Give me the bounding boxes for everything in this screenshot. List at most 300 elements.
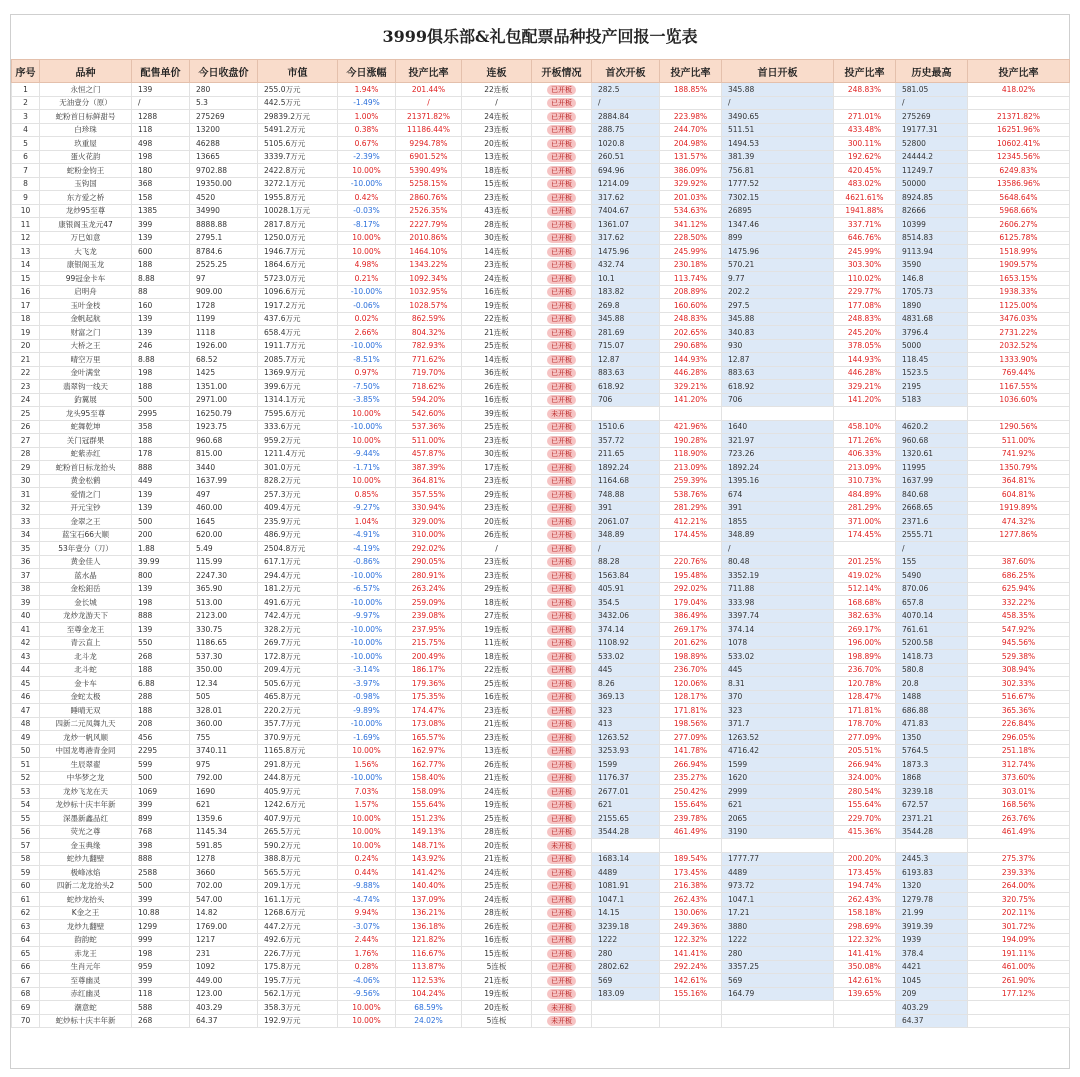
table-row	[12, 83, 1070, 97]
table-cell: 21.99	[896, 906, 968, 920]
table-cell: 433.48%	[834, 123, 896, 137]
table-cell: 5968.66%	[968, 204, 1070, 218]
table-cell: 202.2	[722, 285, 834, 299]
table-row	[12, 501, 1070, 515]
table-cell: 25	[12, 407, 40, 421]
table-cell: 3544.28	[592, 825, 660, 839]
status-badge: 已开板	[547, 382, 576, 392]
table-cell: 1314.1万元	[258, 393, 338, 407]
table-cell: 171.81%	[834, 704, 896, 718]
table-cell	[532, 488, 592, 502]
table-cell: 201.25%	[834, 555, 896, 569]
table-cell: 748.88	[592, 488, 660, 502]
table-cell: 594.20%	[396, 393, 462, 407]
table-cell	[532, 393, 592, 407]
table-cell: 413	[592, 717, 660, 731]
table-cell: 706	[722, 393, 834, 407]
table-cell: 204.98%	[660, 137, 722, 151]
table-cell: -4.74%	[338, 893, 396, 907]
table-cell: 239.08%	[396, 609, 462, 623]
table-cell	[532, 852, 592, 866]
table-cell: 960.68	[896, 434, 968, 448]
table-cell: 719.70%	[396, 366, 462, 380]
status-badge: 未开板	[547, 1016, 576, 1026]
table-cell: 25连板	[462, 677, 532, 691]
table-cell: 2371.6	[896, 515, 968, 529]
table-cell: 160.60%	[660, 299, 722, 313]
table-cell: 332.22%	[968, 596, 1070, 610]
table-row	[12, 744, 1070, 758]
table-cell: 2195	[896, 380, 968, 394]
table-cell: 209.1万元	[258, 879, 338, 893]
table-cell: 2445.3	[896, 852, 968, 866]
table-cell: 金玉典缘	[40, 839, 132, 853]
status-badge: 已开板	[547, 814, 576, 824]
table-cell: 432.74	[592, 258, 660, 272]
table-cell: 10602.41%	[968, 137, 1070, 151]
table-row	[12, 245, 1070, 259]
table-cell: 1263.52	[592, 731, 660, 745]
table-cell: 620.00	[190, 528, 258, 542]
table-cell: K金之王	[40, 906, 132, 920]
table-cell: 10.00%	[338, 407, 396, 421]
table-cell: 2606.27%	[968, 218, 1070, 232]
table-cell: 2155.65	[592, 812, 660, 826]
table-cell	[532, 326, 592, 340]
table-cell: 2677.01	[592, 785, 660, 799]
table-cell: 49	[12, 731, 40, 745]
table-cell: 29连板	[462, 488, 532, 502]
table-cell: 178	[132, 447, 190, 461]
table-cell	[532, 447, 592, 461]
table-cell: 蛇粉首日标龙抬头	[40, 461, 132, 475]
table-cell: 62	[12, 906, 40, 920]
table-cell: 睡晴无双	[40, 704, 132, 718]
table-cell: 761.61	[896, 623, 968, 637]
table-cell: 10.00%	[338, 744, 396, 758]
table-cell: 265.5万元	[258, 825, 338, 839]
table-cell: 484.89%	[834, 488, 896, 502]
table-cell	[532, 690, 592, 704]
table-cell: 0.44%	[338, 866, 396, 880]
table-cell: 1938.33%	[968, 285, 1070, 299]
table-cell: 1563.84	[592, 569, 660, 583]
table-cell: 562.1万元	[258, 987, 338, 1001]
table-cell: /	[722, 96, 834, 110]
table-cell: 23连板	[462, 191, 532, 205]
table-cell	[592, 407, 660, 421]
table-cell: 674	[722, 488, 834, 502]
table-cell: 2588	[132, 866, 190, 880]
table-cell: 极峰冰焰	[40, 866, 132, 880]
table-cell: 350.00	[190, 663, 258, 677]
table-cell: 10.00%	[338, 812, 396, 826]
table-cell: 1892.24	[592, 461, 660, 475]
table-cell: 1941.88%	[834, 204, 896, 218]
status-badge: 已开板	[547, 233, 576, 243]
table-cell: 25连板	[462, 339, 532, 353]
table-row	[12, 258, 1070, 272]
report-sheet	[10, 14, 1070, 1069]
table-cell: 31	[12, 488, 40, 502]
table-cell: 1032.95%	[396, 285, 462, 299]
table-cell: 3397.74	[722, 609, 834, 623]
table-cell: 14.82	[190, 906, 258, 920]
table-cell	[532, 825, 592, 839]
table-cell: 158.09%	[396, 785, 462, 799]
table-cell: 9	[12, 191, 40, 205]
table-cell: 2065	[722, 812, 834, 826]
status-badge: 已开板	[547, 800, 576, 810]
table-cell: 407.9万元	[258, 812, 338, 826]
status-badge: 已开板	[547, 584, 576, 594]
table-cell	[968, 407, 1070, 421]
table-cell: 386.09%	[660, 164, 722, 178]
table-cell: 10.00%	[338, 474, 396, 488]
table-cell: 21连板	[462, 771, 532, 785]
table-cell: 24连板	[462, 272, 532, 286]
table-cell: 10.00%	[338, 1001, 396, 1015]
table-cell	[532, 731, 592, 745]
table-row	[12, 366, 1070, 380]
table-cell: 14连板	[462, 353, 532, 367]
table-cell: 1946.7万元	[258, 245, 338, 259]
table-cell: 7.03%	[338, 785, 396, 799]
table-cell: 399	[132, 798, 190, 812]
table-cell: 419.02%	[834, 569, 896, 583]
table-cell	[532, 218, 592, 232]
table-cell: 1645	[190, 515, 258, 529]
table-cell: 1020.8	[592, 137, 660, 151]
table-cell: 162.97%	[396, 744, 462, 758]
table-cell: 21连板	[462, 326, 532, 340]
table-cell	[968, 96, 1070, 110]
table-cell: 1637.99	[896, 474, 968, 488]
table-cell: 1418.73	[896, 650, 968, 664]
table-cell: 248.83%	[660, 312, 722, 326]
table-cell: 461.49%	[968, 825, 1070, 839]
table-cell: 康银阁玉龙	[40, 258, 132, 272]
table-cell: 277.09%	[834, 731, 896, 745]
table-cell: 龙炒标十庆丰年新	[40, 798, 132, 812]
table-cell: 16连板	[462, 933, 532, 947]
table-cell: 768	[132, 825, 190, 839]
table-cell: 2123.00	[190, 609, 258, 623]
table-cell: -10.00%	[338, 569, 396, 583]
table-cell: 171.26%	[834, 434, 896, 448]
table-row	[12, 1014, 1070, 1028]
table-cell: 183.09	[592, 987, 660, 1001]
table-cell: 蓝水晶	[40, 569, 132, 583]
table-cell	[532, 677, 592, 691]
table-cell: 赤龙王	[40, 947, 132, 961]
column-header: 今日收盘价	[190, 60, 258, 83]
table-cell: 288	[132, 690, 190, 704]
table-cell: 2227.79%	[396, 218, 462, 232]
table-cell: 381.39	[722, 150, 834, 164]
table-cell: 1278	[190, 852, 258, 866]
table-cell: 64	[12, 933, 40, 947]
table-cell: 365.36%	[968, 704, 1070, 718]
table-cell	[532, 339, 592, 353]
table-cell: 173.45%	[834, 866, 896, 880]
table-cell	[660, 407, 722, 421]
table-cell: 492.6万元	[258, 933, 338, 947]
table-cell: 186.17%	[396, 663, 462, 677]
table-cell: 128.17%	[660, 690, 722, 704]
status-badge: 未开板	[547, 841, 576, 851]
column-header: 投产比率	[968, 60, 1070, 83]
table-cell: 5258.15%	[396, 177, 462, 191]
table-cell: 870.06	[896, 582, 968, 596]
table-cell: 505.6万元	[258, 677, 338, 691]
table-cell: 1045	[896, 974, 968, 988]
table-row	[12, 731, 1070, 745]
table-cell: -10.00%	[338, 177, 396, 191]
table-cell: 113.74%	[660, 272, 722, 286]
table-cell: 208.89%	[660, 285, 722, 299]
table-cell: 23连板	[462, 474, 532, 488]
table-cell: 1769.00	[190, 920, 258, 934]
table-cell: 201.62%	[660, 636, 722, 650]
table-cell: 50	[12, 744, 40, 758]
table-cell: 3239.18	[896, 785, 968, 799]
table-cell: 36连板	[462, 366, 532, 380]
table-cell: 1145.34	[190, 825, 258, 839]
table-cell: 261.90%	[968, 974, 1070, 988]
table-cell: -4.06%	[338, 974, 396, 988]
table-cell: 358.3万元	[258, 1001, 338, 1015]
status-badge: 已开板	[547, 368, 576, 378]
table-cell: 959	[132, 960, 190, 974]
table-cell: 144.93%	[660, 353, 722, 367]
table-cell	[532, 744, 592, 758]
table-cell: 3544.28	[896, 825, 968, 839]
table-cell: 569	[592, 974, 660, 988]
table-cell: 625.94%	[968, 582, 1070, 596]
status-badge: 未开板	[547, 409, 576, 419]
table-cell: 22	[12, 366, 40, 380]
table-cell: 292.02%	[660, 582, 722, 596]
table-cell: 1518.99%	[968, 245, 1070, 259]
table-cell: -10.00%	[338, 420, 396, 434]
table-row	[12, 690, 1070, 704]
table-cell: 686.25%	[968, 569, 1070, 583]
table-cell	[896, 407, 968, 421]
table-cell: 0.38%	[338, 123, 396, 137]
table-cell: 2526.35%	[396, 204, 462, 218]
table-row	[12, 420, 1070, 434]
table-cell: 10399	[896, 218, 968, 232]
table-cell: 80.48	[722, 555, 834, 569]
table-row	[12, 204, 1070, 218]
table-cell: 457.87%	[396, 447, 462, 461]
table-cell	[532, 582, 592, 596]
table-cell: 开元宝钞	[40, 501, 132, 515]
table-cell: -9.56%	[338, 987, 396, 1001]
table-cell	[532, 177, 592, 191]
table-cell: 213.09%	[834, 461, 896, 475]
table-cell: 155.64%	[834, 798, 896, 812]
table-cell: -4.91%	[338, 528, 396, 542]
table-cell: 1176.37	[592, 771, 660, 785]
table-cell: 171.81%	[660, 704, 722, 718]
table-cell: 1288	[132, 110, 190, 124]
table-cell: 13200	[190, 123, 258, 137]
table-cell: 1653.15%	[968, 272, 1070, 286]
table-cell: 529.38%	[968, 650, 1070, 664]
table-cell: 446.28%	[834, 366, 896, 380]
table-cell: 415.36%	[834, 825, 896, 839]
table-cell: 1640	[722, 420, 834, 434]
table-cell: 139	[132, 582, 190, 596]
table-cell: 179.36%	[396, 677, 462, 691]
table-cell: 511.51	[722, 123, 834, 137]
table-row	[12, 758, 1070, 772]
table-cell: 1242.6万元	[258, 798, 338, 812]
table-cell: 50000	[896, 177, 968, 191]
table-cell: 178.70%	[834, 717, 896, 731]
table-cell: 542.60%	[396, 407, 462, 421]
table-cell	[722, 1014, 834, 1028]
table-cell: 421.96%	[660, 420, 722, 434]
table-cell	[532, 1001, 592, 1015]
table-cell: 46	[12, 690, 40, 704]
table-cell	[834, 96, 896, 110]
table-cell: 10.00%	[338, 434, 396, 448]
table-cell: 449	[132, 474, 190, 488]
table-cell: 341.12%	[660, 218, 722, 232]
table-cell: 26连板	[462, 920, 532, 934]
table-cell: 621	[190, 798, 258, 812]
table-cell	[532, 839, 592, 853]
table-cell: 赤红幽灵	[40, 987, 132, 1001]
table-cell: 36	[12, 555, 40, 569]
table-row	[12, 717, 1070, 731]
table-cell: 1873.3	[896, 758, 968, 772]
table-cell	[532, 920, 592, 934]
table-cell: 43连板	[462, 204, 532, 218]
table-cell: 东方爱之桥	[40, 191, 132, 205]
table-cell: 298.69%	[834, 920, 896, 934]
table-cell: 248.83%	[834, 312, 896, 326]
table-cell: 1351.00	[190, 380, 258, 394]
table-cell: 828.2万元	[258, 474, 338, 488]
table-cell: 782.93%	[396, 339, 462, 353]
table-cell: 5723.0万元	[258, 272, 338, 286]
status-badge: 已开板	[547, 868, 576, 878]
table-cell: 5连板	[462, 1014, 532, 1028]
table-cell: 4520	[190, 191, 258, 205]
table-cell: 64.37	[190, 1014, 258, 1028]
table-cell: 231	[190, 947, 258, 961]
table-cell: 266.94%	[834, 758, 896, 772]
table-cell: 188	[132, 663, 190, 677]
table-cell: 32	[12, 501, 40, 515]
status-badge: 已开板	[547, 989, 576, 999]
table-cell: 8.88	[132, 272, 190, 286]
table-cell: 58	[12, 852, 40, 866]
status-badge: 已开板	[547, 314, 576, 324]
table-cell: 2555.71	[896, 528, 968, 542]
table-cell: 321.97	[722, 434, 834, 448]
table-cell	[532, 906, 592, 920]
table-cell: 174.45%	[834, 528, 896, 542]
table-cell: 621	[592, 798, 660, 812]
table-cell: 122.32%	[660, 933, 722, 947]
table-cell: 244.70%	[660, 123, 722, 137]
table-cell: 龙炒九翻壁	[40, 920, 132, 934]
table-cell	[722, 407, 834, 421]
table-cell: 1620	[722, 771, 834, 785]
status-badge: 已开板	[547, 125, 576, 135]
table-cell: 202.11%	[968, 906, 1070, 920]
table-cell: 1268.6万元	[258, 906, 338, 920]
table-cell: 16连板	[462, 393, 532, 407]
table-cell: 350.08%	[834, 960, 896, 974]
table-cell: 12.87	[592, 353, 660, 367]
table-cell: 29连板	[462, 582, 532, 596]
table-cell: 511.00%	[396, 434, 462, 448]
table-cell: 437.6万元	[258, 312, 338, 326]
table-cell: 1917.2万元	[258, 299, 338, 313]
table-cell: 1214.09	[592, 177, 660, 191]
table-cell: 292.24%	[660, 960, 722, 974]
table-cell: -9.89%	[338, 704, 396, 718]
table-cell: 1.57%	[338, 798, 396, 812]
table-cell: 26895	[722, 204, 834, 218]
status-badge: 已开板	[547, 557, 576, 567]
table-cell	[532, 933, 592, 947]
table-row	[12, 488, 1070, 502]
table-cell: -8.17%	[338, 218, 396, 232]
table-cell: 30	[12, 474, 40, 488]
table-cell: 41	[12, 623, 40, 637]
table-cell: 龙炒龙游天下	[40, 609, 132, 623]
table-cell: 19连板	[462, 987, 532, 1001]
table-cell: 11995	[896, 461, 968, 475]
table-cell: 34	[12, 528, 40, 542]
table-cell: 418.02%	[968, 83, 1070, 97]
table-cell	[532, 947, 592, 961]
status-badge: 已开板	[547, 746, 576, 756]
table-cell: 8.88	[132, 353, 190, 367]
table-cell: 启明舟	[40, 285, 132, 299]
table-cell: 57	[12, 839, 40, 853]
table-cell: 24连板	[462, 893, 532, 907]
table-cell: 188	[132, 704, 190, 718]
table-cell: 104.24%	[396, 987, 462, 1001]
table-cell: 420.45%	[834, 164, 896, 178]
table-cell: 290.68%	[660, 339, 722, 353]
table-cell: 373.60%	[968, 771, 1070, 785]
table-cell: 大桥之王	[40, 339, 132, 353]
table-cell: 1599	[592, 758, 660, 772]
table-cell: 139	[132, 83, 190, 97]
table-cell: 706	[592, 393, 660, 407]
table-cell: 511.00%	[968, 434, 1070, 448]
table-cell: 17.21	[722, 906, 834, 920]
table-cell: 68.52	[190, 353, 258, 367]
table-cell: -10.00%	[338, 623, 396, 637]
table-cell: 10.00%	[338, 839, 396, 853]
table-body	[12, 83, 1070, 1028]
status-badge: 已开板	[547, 706, 576, 716]
table-cell: 2504.8万元	[258, 542, 338, 556]
table-cell: 447.2万元	[258, 920, 338, 934]
table-cell: 1092.34%	[396, 272, 462, 286]
status-badge: 已开板	[547, 665, 576, 675]
